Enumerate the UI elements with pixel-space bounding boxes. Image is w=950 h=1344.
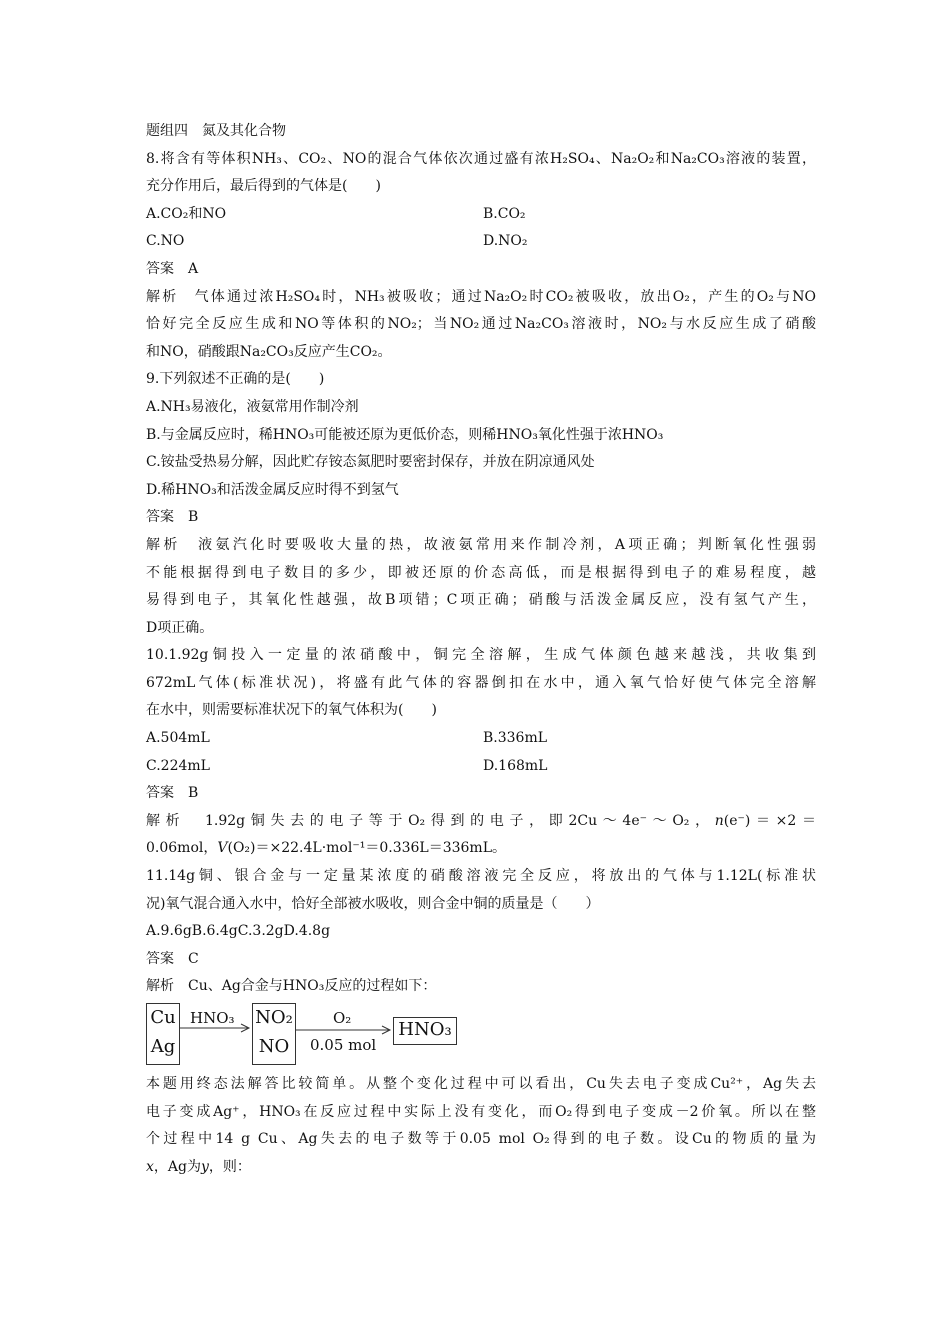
q9-option-c: C.铵盐受热易分解，因此贮存铵态氮肥时要密封保存，并放在阴凉通风处 xyxy=(146,454,595,471)
q11-exp-l4-var-y: y xyxy=(200,1158,209,1175)
q9-stem: 9.下列叙述不正确的是( ) xyxy=(146,371,325,388)
q9-explanation-line-4: D项正确。 xyxy=(146,619,214,636)
arrow2-label-bottom: 0.05 mol xyxy=(310,1036,377,1054)
q11-explanation-line-1: 本题用终态法解答比较简单。从整个变化过程中可以看出，Cu失去电子变成Cu²⁺，Ag失去 xyxy=(146,1076,816,1092)
q9-explanation-line-1: 解析 液氨汽化时要吸收大量的热，故液氨常用来作制冷剂，A项正确；判断氧化性强弱 xyxy=(146,536,816,553)
q9-explanation-line-3: 易得到电子，其氧化性越强，故B项错；C项正确；硝酸与活泼金属反应，没有氢气产生， xyxy=(146,592,816,609)
q10-exp-l2-text-a: 0.06mol， xyxy=(146,840,218,857)
section-title: 题组四 氮及其化合物 xyxy=(146,123,286,139)
q8-option-c: C.NO xyxy=(146,233,185,250)
q10-answer: 答案 B xyxy=(146,785,199,802)
q10-option-c: C.224mL xyxy=(146,757,210,774)
q8-explanation-line-3: 和NO，硝酸跟Na₂CO₃反应产生CO₂。 xyxy=(146,343,392,360)
q9-option-d: D.稀HNO₃和活泼金属反应时得不到氢气 xyxy=(146,481,399,498)
q11-exp-l4-var-x: x xyxy=(146,1158,154,1175)
q11-stem-line-2: 况)氧气混合通入水中，恰好全部被水吸收，则合金中铜的质量是（ ） xyxy=(146,895,600,912)
box-cu-label: Cu xyxy=(150,1007,176,1028)
q11-options: A.9.6gB.6.4gC.3.2gD.4.8g xyxy=(146,923,331,940)
q10-exp-l1-text-a: 解析 1.92g铜失去的电子等于O₂得到的电子，即2Cu～4e⁻～O₂， xyxy=(146,812,715,829)
q11-exp-l4-text-a: ，Ag为 xyxy=(153,1158,201,1175)
q10-option-d: D.168mL xyxy=(483,757,548,774)
q10-explanation-line-1 xyxy=(146,808,816,836)
q10-stem-line-3: 在水中，则需要标准状况下的氧气体积为( ) xyxy=(146,702,437,719)
q11-stem-line-1: 11.14g铜、银合金与一定量某浓度的硝酸溶液完全反应，将放出的气体与1.12L(标准状 xyxy=(146,868,816,885)
q9-option-b: B.与金属反应时，稀HNO₃可能被还原为更低价态，则稀HNO₃氧化性强于浓HNO₃ xyxy=(146,426,664,443)
q10-exp-l2-var-v: V xyxy=(217,840,228,857)
arrow2-label-top: O₂ xyxy=(333,1009,352,1027)
q10-stem-line-1: 10.1.92g铜投入一定量的浓硝酸中，铜完全溶解，生成气体颜色越来越浅，共收集到 xyxy=(146,647,816,664)
q8-options-row-1 xyxy=(146,201,816,229)
q11-answer: 答案 C xyxy=(146,950,199,967)
box-cu-ag xyxy=(146,1003,180,1065)
q11-exp-l4-text-b: ，则： xyxy=(208,1158,251,1175)
q8-option-b: B.CO₂ xyxy=(483,205,526,222)
q8-explanation-line-2: 恰好完全反应生成和NO等体积的NO₂；当NO₂通过Na₂CO₃溶液时，NO₂与水反应生成了硝酸 xyxy=(146,316,816,333)
q10-stem-line-2: 672mL气体(标准状况)，将盛有此气体的容器倒扣在水中，通入氧气恰好使气体完全溶解 xyxy=(146,674,816,691)
arrow1-label: HNO₃ xyxy=(190,1009,235,1027)
q8-options-row-2 xyxy=(146,228,816,256)
q10-exp-l2-text-b: (O₂)＝×22.4L·mol⁻¹＝0.336L＝336mL。 xyxy=(227,840,507,857)
box-no-label: NO xyxy=(258,1036,290,1057)
box-no2-no xyxy=(252,1003,296,1065)
q10-option-b: B.336mL xyxy=(483,730,548,747)
arrow2 xyxy=(295,1025,392,1035)
arrow1 xyxy=(179,1023,251,1033)
q10-options-row-1 xyxy=(146,725,816,753)
q8-stem-line-1: 8.将含有等体积NH₃、CO₂、NO的混合气体依次通过盛有浓H₂SO₄、Na₂O₂和Na₂CO₃溶液的装置， xyxy=(146,150,816,167)
q10-options-row-2 xyxy=(146,753,816,781)
q9-answer: 答案 B xyxy=(146,509,199,526)
q9-option-a: A.NH₃易液化，液氨常用作制冷剂 xyxy=(146,398,359,415)
box-no2-label: NO₂ xyxy=(255,1007,293,1028)
q8-option-a: A.CO₂和NO xyxy=(146,205,227,222)
box-hno3 xyxy=(393,1017,457,1045)
reaction-flow-diagram xyxy=(146,1003,816,1069)
q9-explanation-line-2: 不能根据得到电子数目的多少，即被还原的价态高低，而是根据得到电子的难易程度，越 xyxy=(146,564,816,581)
q8-answer: 答案 A xyxy=(146,260,199,277)
q10-option-a: A.504mL xyxy=(146,730,210,747)
box-hno3-label: HNO₃ xyxy=(398,1019,452,1040)
q11-explanation-line-2: 电子变成Ag⁺，HNO₃在反应过程中实际上没有变化，而O₂得到电子变成－2价氧。所以在整 xyxy=(146,1103,816,1120)
q8-explanation-line-1: 解析 气体通过浓H₂SO₄时，NH₃被吸收；通过Na₂O₂时CO₂被吸收，放出O₂，产生的O₂与NO xyxy=(146,288,816,305)
q10-exp-l1-text-b: (e⁻)＝×2＝ xyxy=(723,812,816,829)
document-page xyxy=(146,118,816,1181)
q8-stem-line-2: 充分作用后，最后得到的气体是( ) xyxy=(146,178,381,195)
q11-explanation-line-3: 个过程中14 g Cu、Ag失去的电子数等于0.05 mol O₂得到的电子数。设Cu的物质的量为 xyxy=(146,1131,816,1148)
q10-explanation-line-2 xyxy=(146,835,816,863)
q10-exp-l1-var-n: n xyxy=(714,812,724,829)
q11-explanation-line-4 xyxy=(146,1154,816,1182)
box-ag-label: Ag xyxy=(150,1036,176,1057)
q8-option-d: D.NO₂ xyxy=(483,233,528,250)
q11-explanation-intro: 解析 Cu、Ag合金与HNO₃反应的过程如下： xyxy=(146,978,437,995)
